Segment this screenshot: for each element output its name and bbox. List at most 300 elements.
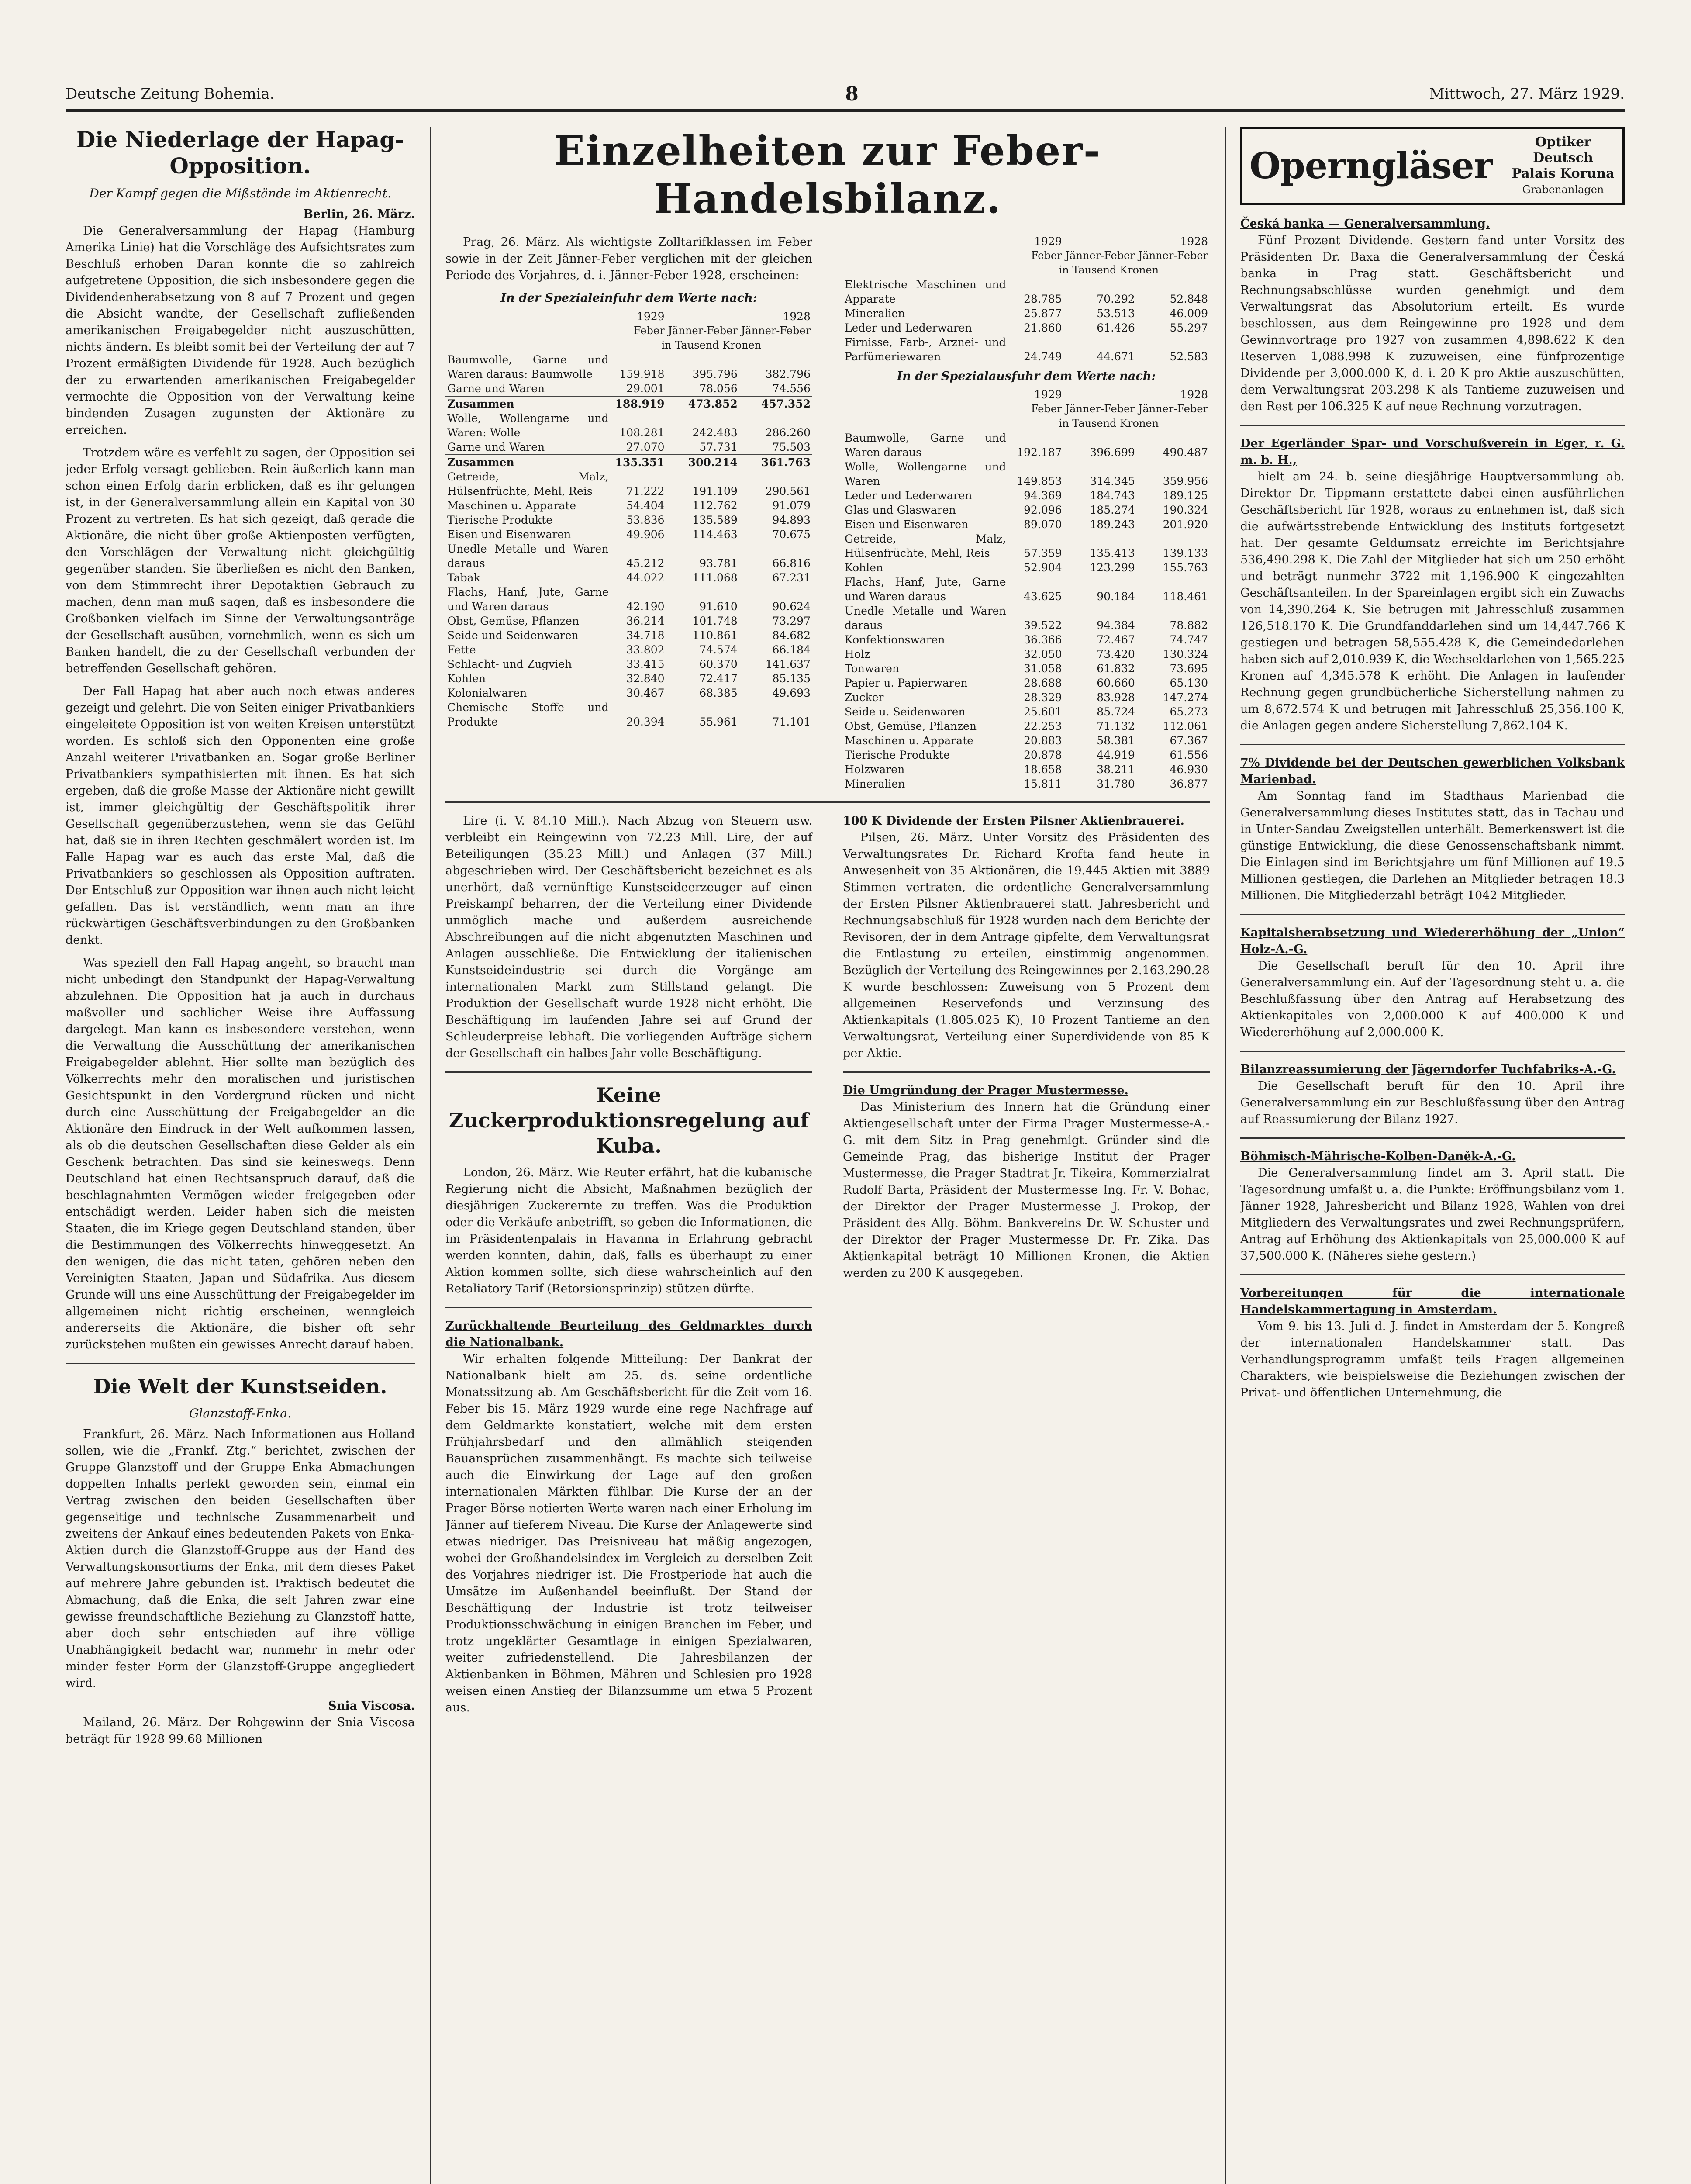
divider	[66, 1363, 415, 1364]
cell-jf-1929: 184.743	[1090, 489, 1135, 502]
news-item-title: Vorbereitungen für die internationale Handelskammertagung in Amsterdam.	[1240, 1286, 1625, 1317]
cell-jf-1929: 396.699	[1090, 446, 1135, 459]
table-row	[843, 733, 1210, 748]
cell-feber-1929: 108.281	[619, 426, 665, 439]
table-row	[843, 705, 1210, 719]
cell-jf-1929: 38.211	[1097, 763, 1135, 776]
ad-line: Optiker Deutsch	[1533, 135, 1593, 166]
cell-jf-1929: 123.299	[1090, 561, 1135, 574]
row-label: Kolonialwaren	[447, 687, 527, 699]
header-page-number: 8	[845, 83, 859, 105]
paragraph: Lire (i. V. 84.10 Mill.). Nach Abzug von Steuern usw. verbleibt ein Reingewinn von 72.23 Mill. Lire, der auf Beteiligungen (35.23 Mill.) und Anlagen (37 Mill.) abgeschrieben wird. Der Geschäftsbericht bezeichnet es als unerhört, daß vernünftige Kunstseideerzeuger auf einen Preiskampf beharren, der die Verteilung einer Dividende unmöglich mache und außerdem ausreichende Abschreibungen auf die nicht abgenutzten Maschinen und Anlagen ausschließe. Die Entwicklung der italienischen Kunstseideindustrie sei durch die Vorgänge am internationalen Markt zum Stillstand gelangt. Die Produktion der Gesellschaft wurde 1928 nicht erhöht. Die Beschäftigung im laufenden Jahre sei auf Grund der Schleuderpreise lebhaft. Die vorliegenden Aufträge sichern der Gesellschaft ein halbes Jahr volle Beschäftigung.	[445, 814, 812, 1060]
table-header-row	[843, 387, 1210, 402]
cell-jf-1928: 67.367	[1170, 734, 1208, 747]
cell-jf-1928: 290.561	[765, 485, 811, 498]
table-row	[843, 503, 1210, 517]
table-row	[445, 440, 812, 455]
cell-jf-1928: 286.260	[765, 426, 811, 439]
row-label: Zusammen	[445, 455, 611, 470]
table-header-row	[445, 338, 812, 352]
table-row	[843, 604, 1210, 632]
table-header-row	[445, 324, 812, 338]
cell-jf-1928: 65.130	[1170, 677, 1208, 689]
row-label: Maschinen u. Apparate	[447, 499, 576, 512]
divider	[445, 1307, 812, 1308]
import-caption: In der Spezialeinfuhr dem Werte nach:	[500, 291, 757, 305]
news-item-text: hielt am 24. b. seine diesjährige Hauptversammlung ab. Direktor Dr. Tippmann erstattete dabei einen ausführlichen Geschäftsbericht für 1928, woraus zu entnehmen ist, daß sich die aufwärtsstrebende Entwicklung des Instituts fortgesetzt hat. Der gesamte Geldumsatz erreichte im Berichtsjahre 536,490.298 K. Die Zahl der Mitglieder hat sich um 250 erhöht und beträgt nunmehr 3722 mit 1,196.900 K eingezahlten Geschäftsanteilen. In der Spareinlagen ergibt sich ein Zuwachs von 14,390.264 K. Sie betrugen mit Jahresschluß zusammen 126,518.170 K. Die Grundfanddarlehen sind um 14,447.766 K gestiegen und betragen 58,555.428 K, die Gemeindedarlehen haben sich auf 2,010.939 K, die Wechseldarlehen von 1,565.225 Kronen auf 4,345.578 K erhöht. Die Anlagen in laufender Rechnung gegen grundbücherliche Sicherstellung nahmen zu um 8,672.574 K und betrugen mit Jahresschluß 25,356.100 K, die Anlagen gegen andere Sicherstellung 7,862.104 K.	[1240, 470, 1625, 733]
ad-side-text	[1511, 135, 1615, 197]
cell-jf-1928: 84.682	[772, 629, 811, 642]
cell-feber-1929: 18.658	[1024, 763, 1062, 776]
cell-feber-1929: 30.467	[626, 687, 665, 699]
cell-feber-1929: 20.883	[1024, 734, 1062, 747]
row-label: Zusammen	[445, 396, 611, 411]
row-label: Fette	[447, 643, 476, 656]
cell-jf-1928: 361.763	[739, 455, 812, 470]
table-row	[843, 306, 1210, 321]
intro-paragraph: Prag, 26. März. Als wichtigste Zolltarifklassen im Feber sowie in der Zeit Jänner-Feber verglichen mit der gleichen Periode des Vorjahres, d. i. Jänner-Feber 1928, erscheinen:	[445, 235, 812, 282]
cell-jf-1928: 78.882	[1170, 619, 1208, 632]
cell-feber-1929: 20.878	[1024, 749, 1062, 761]
cell-feber-1929: 43.625	[1024, 590, 1062, 603]
table-row	[843, 335, 1210, 364]
news-item	[1240, 1285, 1625, 1401]
article-title-nationalbank: Zurückhaltende Beurteilung des Geldmarktes durch die Nationalbank.	[445, 1319, 812, 1349]
table-row	[445, 585, 812, 614]
news-item	[1240, 1061, 1625, 1139]
row-label: Obst, Gemüse, Pflanzen	[447, 615, 579, 627]
table-row	[843, 532, 1210, 560]
cell-jf-1928: 75.503	[772, 441, 811, 453]
table-row	[445, 470, 812, 498]
cell-feber-1929: 44.022	[626, 571, 665, 584]
row-label: Firnisse, Farb-, Arznei- und Parfümeriewaren	[845, 336, 1006, 363]
cell-jf-1928: 139.133	[1163, 547, 1208, 560]
ad-line: Palais Koruna	[1512, 166, 1615, 181]
cell-jf-1928: 74.747	[1170, 633, 1208, 646]
table-header-row	[843, 416, 1210, 431]
paragraph: Frankfurt, 26. März. Nach Informationen aus Holland sollen, wie die „Frankf. Ztg.“ berichtet, zwischen der Gruppe Glanzstoff und der Gruppe Enka Abmachungen doppelten Inhalts perfekt geworden sein, einmal ein Vertrag zwischen den beiden Gesellschaften über gegenseitige und technische Zusammenarbeit und zweitens der Ankauf eines bedeutenden Pakets von Enka-Aktien durch die Glanzstoff-Gruppe aus der Hand des Verwaltungskonsortiums der Enka, mit dem dieses Paket auf mehrere Jahre gebunden ist. Praktisch bedeutet die Abmachung, daß die Enka, die seit Jahren zwar eine gewisse freundschaftliche Beziehung zu Glanzstoff hatte, aber doch sehr entschieden auf ihre völlige Unabhängigkeit bedacht war, nunmehr in mehr oder minder fester Form der Glanzstoff-Gruppe angegliedert wird.	[66, 1427, 415, 1690]
divider	[1240, 1051, 1625, 1052]
divider	[1240, 744, 1625, 745]
row-label: Tierische Produkte	[845, 749, 950, 761]
cell-jf-1929: 185.274	[1090, 504, 1135, 516]
col-header-jaenner-feber: Jänner-Feber	[1138, 249, 1208, 262]
cell-feber-1929: 21.860	[1024, 321, 1062, 334]
table-row	[445, 671, 812, 686]
article-subtitle-hapag: Der Kampf gegen die Mißstände im Aktienrecht.	[89, 186, 391, 200]
table-row	[843, 748, 1210, 762]
paragraph: Mailand, 26. März. Der Rohgewinn der Snia Viscosa beträgt für 1928 99.68 Millionen	[66, 1716, 415, 1746]
cell-feber-1929: 22.253	[1024, 720, 1062, 733]
cell-feber-1929: 29.001	[626, 382, 665, 395]
news-item	[1240, 1148, 1625, 1275]
divider	[1240, 1274, 1625, 1275]
row-label: Leder und Lederwaren	[845, 489, 972, 502]
news-item-text: Die Gesellschaft beruft für den 10. April ihre Generalversammlung ein zur Beschlußfassung über den Antrag auf Reassumierung der Bilanz 1927.	[1240, 1079, 1625, 1126]
cell-feber-1929: 28.329	[1024, 691, 1062, 704]
cell-jf-1929: 31.780	[1097, 778, 1135, 790]
table-row	[445, 657, 812, 671]
table-row	[445, 381, 812, 396]
cell-jf-1928: 61.556	[1170, 749, 1208, 761]
cell-jf-1929: 70.292	[1097, 293, 1135, 305]
table-row	[445, 570, 812, 585]
cell-jf-1929: 93.781	[699, 557, 738, 570]
article-title-handelsbilanz: Einzelheiten zur Feber-Handelsbilanz.	[554, 127, 1101, 222]
column-right	[1240, 127, 1625, 2184]
cell-feber-1929: 32.840	[626, 672, 665, 685]
table-row	[445, 542, 812, 570]
table-row	[843, 460, 1210, 488]
news-item	[1240, 435, 1625, 745]
cell-jf-1928: 55.297	[1170, 321, 1208, 334]
table-row	[445, 513, 812, 527]
cell-jf-1929: 112.762	[692, 499, 738, 512]
cell-feber-1929: 36.214	[626, 615, 665, 627]
year-header: 1928	[1180, 235, 1208, 248]
news-item-title: 7% Dividende bei der Deutschen gewerblichen Volksbank Marienbad.	[1240, 756, 1625, 786]
row-label: Baumwolle, Garne und Waren daraus	[845, 432, 1006, 459]
cell-jf-1929: 71.132	[1097, 720, 1135, 733]
cell-jf-1928: 457.352	[739, 396, 812, 411]
cell-jf-1929: 114.463	[692, 528, 738, 541]
news-item	[1240, 216, 1625, 426]
cell-jf-1928: 66.816	[772, 557, 811, 570]
row-label: Holz	[845, 648, 870, 660]
cell-feber-1929: 192.187	[1017, 446, 1062, 459]
cell-jf-1929: 60.370	[699, 658, 738, 670]
table-header-row	[843, 249, 1210, 263]
newspaper-page	[66, 79, 1625, 2184]
table-row	[445, 352, 812, 381]
cell-jf-1928: 73.695	[1170, 662, 1208, 675]
cell-jf-1929: 91.610	[699, 600, 738, 613]
import-subcolumn	[445, 234, 812, 791]
row-label: Mineralien	[845, 307, 905, 320]
table-row	[843, 277, 1210, 306]
col-header-jaenner-feber: Jänner-Feber	[1138, 403, 1208, 415]
row-label: Baumwolle, Garne und Waren daraus: Baumwolle	[447, 353, 609, 380]
cell-feber-1929: 94.369	[1024, 489, 1062, 502]
cell-feber-1929: 45.212	[626, 557, 665, 570]
cell-feber-1929: 36.366	[1024, 633, 1062, 646]
cell-feber-1929: 32.050	[1024, 648, 1062, 660]
cell-jf-1928: 71.101	[772, 715, 811, 728]
news-item-text: Fünf Prozent Dividende. Gestern fand unter Vorsitz des Präsidenten Dr. Baxa die Generalversammlung der Česká banka in Prag statt. Geschäftsbericht und Rechnungsabschlüsse wurden genehmigt und dem Verwaltungsrat das Absolutorium erteilt. Es wurde beschlossen, aus dem Reingewinne pro 1928 und dem Gewinnvortrage pro 1927 von zusammen 4,898.622 K den Reserven 1,088.998 K zuzuweisen, eine fünfprozentige Dividende per 3,000.000 K, d. i. 20 K pro Aktie auszuschütten, dem Verwaltungsrat 203.298 K als Tantieme zuzuweisen und den Rest per 106.325 K auf neue Rechnung vorzutragen.	[1240, 234, 1625, 413]
cell-feber-1929: 92.096	[1024, 504, 1062, 516]
cell-feber-1929: 34.718	[626, 629, 665, 642]
row-label: Maschinen u. Apparate	[845, 734, 974, 747]
handelsbilanz-tables	[445, 234, 1210, 791]
cell-jf-1929: 395.796	[692, 368, 738, 380]
paragraph: Wir erhalten folgende Mitteilung: Der Bankrat der Nationalbank hielt am 25. ds. seine ordentliche Monatssitzung ab. Am Geschäftsbericht für die Zeit vom 16. Feber bis 15. März 1929 wurde eine rege Nachfrage auf dem Geldmarkte konstatiert, welche mit dem ersten Frühjahrsbedarf und den allmählich steigenden Bauansprüchen zusammenhängt. Es machte sich teilweise auch die Einwirkung der Lage auf den großen internationalen Märkten fühlbar. Die Kurse der an der Prager Börse notierten Werte waren nach einer Erholung im Jänner auf tieferem Niveau. Die Kurse der Anlagewerte sind etwas niedriger. Das Preisniveau hat mäßig angezogen, wobei der Großhandelsindex im Vergleich zu derselben Zeit des Vorjahres niedriger ist. Die Frostperiode hat auch die Umsätze im Außenhandel beeinflußt. Der Stand der Beschäftigung der Industrie ist trotz teilweiser Produktionsschwächung in einigen Branchen im Feber, und trotz ungeklärter Gesamtlage in einigen Spezialwaren, weiter zufriedenstellend. Die Jahresbilanzen der Aktienbanken in Böhmen, Mähren und Schlesien pro 1928 weisen einen Anstieg der Bilanzsumme um etwa 5 Prozent aus.	[445, 1352, 812, 1714]
lower-left-subcolumn	[445, 813, 812, 1722]
cell-jf-1928: 118.461	[1163, 590, 1208, 603]
cell-jf-1928: 189.125	[1163, 489, 1208, 502]
cell-feber-1929: 52.904	[1024, 561, 1062, 574]
year-header: 1929	[1034, 235, 1062, 248]
table-header-row	[843, 263, 1210, 277]
col-header-jaenner-feber: Jänner-Feber	[1065, 403, 1135, 415]
cell-jf-1929: 300.214	[666, 455, 739, 470]
article-title-kunstseiden: Die Welt der Kunstseiden.	[93, 1375, 387, 1398]
table-row	[445, 614, 812, 628]
cell-feber-1929: 71.222	[626, 485, 665, 498]
table-row	[843, 488, 1210, 503]
cell-feber-1929: 24.749	[1024, 350, 1062, 363]
row-label: Wolle, Wollengarne und Waren	[845, 460, 1006, 487]
cell-jf-1929: 111.068	[692, 571, 738, 584]
cell-jf-1929: 191.109	[692, 485, 738, 498]
news-item-title: Česká banka — Generalversammlung.	[1240, 217, 1490, 231]
cell-jf-1928: 65.273	[1170, 705, 1208, 718]
cell-feber-1929: 42.190	[626, 600, 665, 613]
cell-jf-1928: 36.877	[1170, 778, 1208, 790]
cell-jf-1928: 66.184	[772, 643, 811, 656]
cell-jf-1928: 201.920	[1163, 518, 1208, 531]
row-label: Tonwaren	[845, 662, 900, 675]
cell-feber-1929: 20.394	[626, 715, 665, 728]
divider	[445, 1071, 812, 1073]
paragraph: London, 26. März. Wie Reuter erfährt, hat die kubanische Regierung nicht die Absicht, Maßnahmen bezüglich der diesjährigen Zuckerernte zu treffen. Was die Produktion oder die Verkäufe anbetrifft, so geben die Informationen, die im Präsidentenpalais in Havanna in Erfahrung gebracht werden konnten, dahin, daß, falls es überhaupt zu einer Aktion kommen sollte, sich diese wahrscheinlich auf den Retaliatory Tarif (Retorsionsprinzip) stützen dürfte.	[445, 1166, 812, 1296]
cell-feber-1929: 27.070	[626, 441, 665, 453]
cell-jf-1929: 90.184	[1097, 590, 1135, 603]
cell-jf-1929: 44.671	[1097, 350, 1135, 363]
cell-jf-1928: 52.583	[1170, 350, 1208, 363]
year-header: 1929	[1034, 388, 1062, 401]
cell-jf-1928: 90.624	[772, 600, 811, 613]
divider	[445, 801, 1210, 803]
cell-jf-1929: 314.345	[1090, 475, 1135, 487]
table-row	[843, 321, 1210, 335]
year-header: 1928	[783, 310, 811, 323]
table-row	[843, 690, 1210, 705]
cell-jf-1928: 190.324	[1163, 504, 1208, 516]
col-header-jaenner-feber: Jänner-Feber	[741, 325, 811, 337]
row-label: Seide und Seidenwaren	[447, 629, 579, 642]
table-row	[445, 686, 812, 700]
row-label: Wolle, Wollengarne und Waren: Wolle	[447, 412, 609, 439]
cell-jf-1929: 57.731	[699, 441, 738, 453]
dateline: Berlin, 26. März.	[303, 207, 415, 221]
lower-center-columns	[445, 813, 1210, 1722]
paragraph: Was speziell den Fall Hapag angeht, so braucht man nicht unbedingt den Standpunkt der Hapag-Verwaltung abzulehnen. Die Opposition hat ja auch in durchaus maßvoller und sachlicher Weise ihre Auffassung dargelegt. Man kann es insbesondere verstehen, wenn die Verwaltung die Ausschüttung der amerikanischen Freigabegelder ablehnt. Hier sollte man bezüglich des Völkerrechts mehr den moralischen und juristischen Gesichtspunkt in den Vordergrund rücken und nicht durch eine Ausschüttung der Freigabegelder an die Aktionäre den Eindruck in der Welt aufkommen lassen, als ob die deutschen Gesellschaften diese Gelder als ein Geschenk betrachten. Das sind sie keineswegs. Denn Deutschland hat einen Rechtsanspruch darauf, daß die beschlagnahmten Vermögen wieder freigegeben oder entschädigt werden. Leider haben sich die meisten Staaten, die im Kriege gegen Deutschland standen, über die Bestimmungen des Völkerrechts hinweggesetzt. An den wenigen, die das nicht taten, gehören neben den Vereinigten Staaten, Japan und Südafrika. Aus diesem Grunde will uns eine Ausschüttung der Freigabegelder im allgemeinen nicht richtig erscheinen, wenngleich andererseits die Aktionäre, die bisher oft sehr zurückstehen mußten ein gewisses Anrecht darauf haben.	[66, 956, 415, 1351]
cell-jf-1928: 46.009	[1170, 307, 1208, 320]
news-item	[1240, 755, 1625, 915]
cell-jf-1929: 83.928	[1097, 691, 1135, 704]
article-title-pilsner: 100 K Dividende der Ersten Pilsner Aktienbrauerei.	[843, 814, 1184, 828]
cell-feber-1929: 25.601	[1024, 705, 1062, 718]
business-news-list	[1240, 216, 1625, 1401]
cell-jf-1929: 110.861	[692, 629, 738, 642]
cell-jf-1929: 242.483	[692, 426, 738, 439]
cell-jf-1929: 94.384	[1097, 619, 1135, 632]
divider	[1240, 914, 1625, 915]
divider	[843, 1071, 1210, 1073]
cell-feber-1929: 149.853	[1017, 475, 1062, 487]
cell-feber-1929: 28.688	[1024, 677, 1062, 689]
export-table	[843, 387, 1210, 791]
cell-jf-1928: 141.637	[765, 658, 811, 670]
table-header-row	[843, 234, 1210, 249]
cell-jf-1929: 53.513	[1097, 307, 1135, 320]
news-item-text: Die Gesellschaft beruft für den 10. April ihre Generalversammlung ein. Auf der Tagesordnung steht u. a. die Beschlußfassung über den Antrag auf Herabsetzung des Aktienkapitales von 2,000.000 K auf 400.000 K und Wiedererhöhung auf 2,000.000 K.	[1240, 959, 1625, 1039]
row-label: Zucker	[845, 691, 884, 704]
cell-jf-1929: 101.748	[692, 615, 738, 627]
row-label: Chemische Stoffe und Produkte	[447, 701, 609, 728]
row-label: Holzwaren	[845, 763, 905, 776]
lower-right-subcolumn	[843, 813, 1210, 1722]
row-label: Glas und Glaswaren	[845, 504, 956, 516]
unit-header: in Tausend Kronen	[1059, 417, 1159, 429]
news-item-title: Der Egerländer Spar- und Vorschußverein in Eger, r. G. m. b. H.,	[1240, 437, 1625, 467]
table-row	[843, 575, 1210, 604]
row-label: Flachs, Hanf, Jute, Garne und Waren daraus	[845, 576, 1006, 603]
cell-jf-1929: 72.467	[1097, 633, 1135, 646]
cell-feber-1929: 57.359	[1024, 547, 1062, 560]
col-header-feber: Feber	[633, 325, 665, 337]
row-label: Garne und Waren	[447, 441, 545, 453]
table-row	[843, 647, 1210, 661]
cell-jf-1928: 359.956	[1163, 475, 1208, 487]
cell-jf-1928: 382.796	[765, 368, 811, 380]
table-row	[843, 517, 1210, 532]
byline: Snia Viscosa.	[328, 1699, 415, 1713]
table-row	[445, 411, 812, 440]
paragraph: Trotzdem wäre es verfehlt zu sagen, der Opposition sei jeder Erfolg versagt geblieben. Rein äußerlich kann man schon einen Erfolg darin erblicken, daß es ihr gelungen ist, in der Generalversammlung allein ein Kapital von 30 Prozent zu vertreten. Es hat sich gezeigt, daß gerade die Aktionäre, die nicht über große Aktienposten verfügten, den Vorschlägen der Verwaltung nicht gleichgültig gegenüber standen. Sie überließen es nicht den Banken, von dem Stimmrecht ihrer Depotaktien Gebrauch zu machen, denn man muß sagen, daß es insbesondere die Großbanken vielfach im Sinne der Verwaltungsanträge der Gesellschaft ausüben, vornehmlich, wenn es sich um Banken handelt, die zu der Gesellschaft verbunden der betreffenden Gesellschaft gehören.	[66, 446, 415, 675]
cell-jf-1929: 44.919	[1097, 749, 1135, 761]
row-label: Schlacht- und Zugvieh	[447, 658, 572, 670]
cell-jf-1929: 473.852	[666, 396, 739, 411]
paragraph: Das Ministerium des Innern hat die Gründung einer Aktiengesellschaft unter der Firma Prager Mustermesse-A.-G. mit dem Sitz in Prag genehmigt. Gründer sind die Gemeinde Prag, das bisherige Institut der Prager Mustermesse, die Prager Stadtrat Jr. Tikeira, Kommerzialrat Rudolf Barta, Präsident der Mustermesse Ing. Fr. V. Bohac, der Direktor der Prager Mustermesse J. Prokop, der Präsident des Allg. Böhm. Bankvereins Dr. W. Schuster und der Direktor der Prager Mustermesse Dr. Fr. Zika. Das Aktienkapital beträgt 10 Millionen Kronen, die Aktien werden zu 200 K ausgegeben.	[843, 1100, 1210, 1280]
cell-jf-1929: 60.660	[1097, 677, 1135, 689]
unit-header: in Tausend Kronen	[1059, 264, 1159, 276]
col-header-jaenner-feber: Jänner-Feber	[1065, 249, 1135, 262]
news-item-title: Böhmisch-Mährische-Kolben-Daněk-A.-G.	[1240, 1150, 1516, 1163]
cell-jf-1928: 94.893	[772, 514, 811, 526]
cell-jf-1928: 52.848	[1170, 293, 1208, 305]
table-total-row	[445, 396, 812, 411]
export-subcolumn	[843, 234, 1210, 791]
cell-jf-1928: 155.763	[1163, 561, 1208, 574]
row-label: Eisen und Eisenwaren	[447, 528, 571, 541]
table-row	[843, 719, 1210, 733]
cell-feber-1929: 54.404	[626, 499, 665, 512]
table-total-row	[445, 455, 812, 470]
ad-line: Grabenanlagen	[1522, 183, 1604, 196]
table-row	[445, 643, 812, 657]
news-item-text: Vom 9. bis 13. Juli d. J. findet in Amsterdam der 5. Kongreß der internationalen Handelskammer statt. Das Verhandlungsprogramm umfaßt teils Fragen allgemeinen Charakters, wie beispielsweise die Beziehungen zwischen der Privat- und öffentlichen Unternehmung, die	[1240, 1320, 1625, 1400]
row-label: Tabak	[447, 571, 480, 584]
column-rule	[430, 127, 431, 2184]
pre-table	[843, 234, 1210, 364]
cell-jf-1929: 68.385	[699, 687, 738, 699]
cell-jf-1928: 49.693	[772, 687, 811, 699]
cell-jf-1928: 91.079	[772, 499, 811, 512]
row-label: Papier u. Papierwaren	[845, 677, 968, 689]
header-newspaper-name: Deutsche Zeitung Bohemia.	[66, 85, 275, 103]
news-item-title: Kapitalsherabsetzung und Wiedererhöhung der „Union“ Holz-A.-G.	[1240, 926, 1625, 956]
article-title-hapag: Die Niederlage der Hapag-Opposition.	[76, 127, 404, 179]
cell-jf-1929: 78.056	[699, 382, 738, 395]
cell-feber-1929: 188.919	[611, 396, 666, 411]
col-header-jaenner-feber: Jänner-Feber	[668, 325, 738, 337]
table-row	[445, 628, 812, 643]
table-header-row	[843, 402, 1210, 416]
table-row	[445, 498, 812, 513]
article-subtitle-kunstseiden: Glanzstoff-Enka.	[189, 1406, 291, 1420]
row-label: Seide u. Seidenwaren	[845, 705, 966, 718]
cell-feber-1929: 159.918	[619, 368, 665, 380]
cell-feber-1929: 25.877	[1024, 307, 1062, 320]
cell-jf-1929: 55.961	[699, 715, 738, 728]
news-item	[1240, 925, 1625, 1052]
cell-feber-1929: 28.785	[1024, 293, 1062, 305]
column-center	[445, 127, 1210, 2184]
year-header: 1929	[636, 310, 665, 323]
cell-feber-1929: 33.415	[626, 658, 665, 670]
cell-jf-1928: 74.556	[772, 382, 811, 395]
cell-jf-1928: 46.930	[1170, 763, 1208, 776]
page-header	[66, 79, 1625, 112]
cell-feber-1929: 31.058	[1024, 662, 1062, 675]
row-label: Getreide, Malz, Hülsenfrüchte, Mehl, Reis	[845, 532, 1006, 560]
table-row	[843, 676, 1210, 690]
table-row	[843, 661, 1210, 676]
divider	[1240, 425, 1625, 426]
table-row	[843, 560, 1210, 575]
table-row	[843, 777, 1210, 791]
cell-feber-1929: 89.070	[1024, 518, 1062, 531]
table-row	[843, 762, 1210, 777]
cell-jf-1928: 147.274	[1163, 691, 1208, 704]
row-label: Unedle Metalle und Waren daraus	[845, 605, 1006, 632]
news-item-title: Bilanzreassumierung der Jägerndorfer Tuchfabriks-A.-G.	[1240, 1063, 1616, 1076]
cell-jf-1928: 73.297	[772, 615, 811, 627]
cell-feber-1929: 39.522	[1024, 619, 1062, 632]
cell-feber-1929: 49.906	[626, 528, 665, 541]
news-item-text: Die Generalversammlung findet am 3. April statt. Die Tagesordnung umfaßt u. a. die Punkte: Eröffnungsbilanz vom 1. Jänner 1928, Jahresbericht und Bilanz 1928, Wahlen von drei Mitgliedern des Verwaltungsrates und zwei Rechnungsprüfern, Antrag auf Erhöhung des Aktienkapitals von 25,000.000 K auf 37,500.000 K. (Näheres siehe gestern.)	[1240, 1166, 1625, 1263]
row-label: Obst, Gemüse, Pflanzen	[845, 720, 977, 733]
row-label: Mineralien	[845, 778, 905, 790]
paragraph: Der Fall Hapag hat aber auch noch etwas anderes gezeigt und gelehrt. Die von Seiten einiger Privatbankiers eingeleitete Opposition ist von weiten Kreisen unterstützt worden. Es schloß sich den Opponenten eine große Anzahl weiterer Privatbanken an. Sogar große Berliner Privatbankiers sympathisierten mit ihnen. Es hat sich ergeben, daß die große Masse der Aktionäre nicht gewillt ist, immer gleichgültig der Geschäftspolitik ihrer Gesellschaft gegenüberzustehen, wenn sie das Gefühl hat, daß sie in ihren Rechten geschmälert worden ist. Im Falle Hapag war es auch das erste Mal, daß die Privatbankiers so geschlossen als Opposition auftraten. Der Entschluß zur Opposition war ihnen auch nicht leicht gefallen. Das ist verständlich, wenn man an ihre rückwärtigen Geschäftsverbindungen zu den Großbanken denkt.	[66, 684, 415, 947]
table-row	[445, 700, 812, 729]
cell-jf-1929: 61.426	[1097, 321, 1135, 334]
cell-jf-1928: 67.231	[772, 571, 811, 584]
import-table	[445, 309, 812, 729]
column-rule	[1225, 127, 1226, 2184]
cell-jf-1929: 72.417	[699, 672, 738, 685]
cell-jf-1929: 58.381	[1097, 734, 1135, 747]
year-header: 1928	[1180, 388, 1208, 401]
row-label: Flachs, Hanf, Jute, Garne und Waren daraus	[447, 586, 609, 613]
col-header-feber: Feber	[1031, 403, 1062, 415]
cell-jf-1928: 130.324	[1163, 648, 1208, 660]
news-item-text: Am Sonntag fand im Stadthaus Marienbad die Generalversammlung dieses Institutes statt, das in Tachau und in Unter-Sandau Zweigstellen unterhält. Bemerkenswert ist die günstige Entwicklung, die diese Genossenschaftsbank nimmt. Die Einlagen sind im Berichtsjahre um fünf Millionen auf 19.5 Millionen gestiegen, die Darlehen an Mitglieder betragen 18.3 Millionen. Die Mitgliederzahl beträgt 1042 Mitglieder.	[1240, 789, 1625, 902]
row-label: Kohlen	[845, 561, 883, 574]
row-label: Unedle Metalle und Waren daraus	[447, 543, 609, 570]
header-date: Mittwoch, 27. März 1929.	[1429, 85, 1625, 103]
paragraph: Die Generalversammlung der Hapag (Hamburg Amerika Linie) hat die Vorschläge des Aufsichtsrates zum Beschluß erhoben Daran konnte die so zahlreich aufgetretene Opposition, die sich insbesondere gegen die Dividendenherabsetzung von 8 auf 7 Prozent und gegen die Absicht wandte, der Gesellschaft zufließenden amerikanischen Freigabegelder nicht auszuschütten, nichts ändern. Es bleibt somit bei der Verteilung der auf 7 Prozent ermäßigten Dividende für 1928. Auch bezüglich der zu erwartenden amerikanischen Freigabegelder vermochte die Opposition von der Verwaltung keine bindenden Zusagen zugunsten der Aktionäre zu erreichen.	[66, 224, 415, 437]
cell-jf-1929: 189.243	[1090, 518, 1135, 531]
row-label: Garne und Waren	[447, 382, 545, 395]
col-header-feber: Feber	[1031, 249, 1062, 262]
cell-feber-1929: 135.351	[611, 455, 666, 470]
cell-feber-1929: 53.836	[626, 514, 665, 526]
cell-jf-1928: 490.487	[1163, 446, 1208, 459]
cell-jf-1929: 74.574	[699, 643, 738, 656]
